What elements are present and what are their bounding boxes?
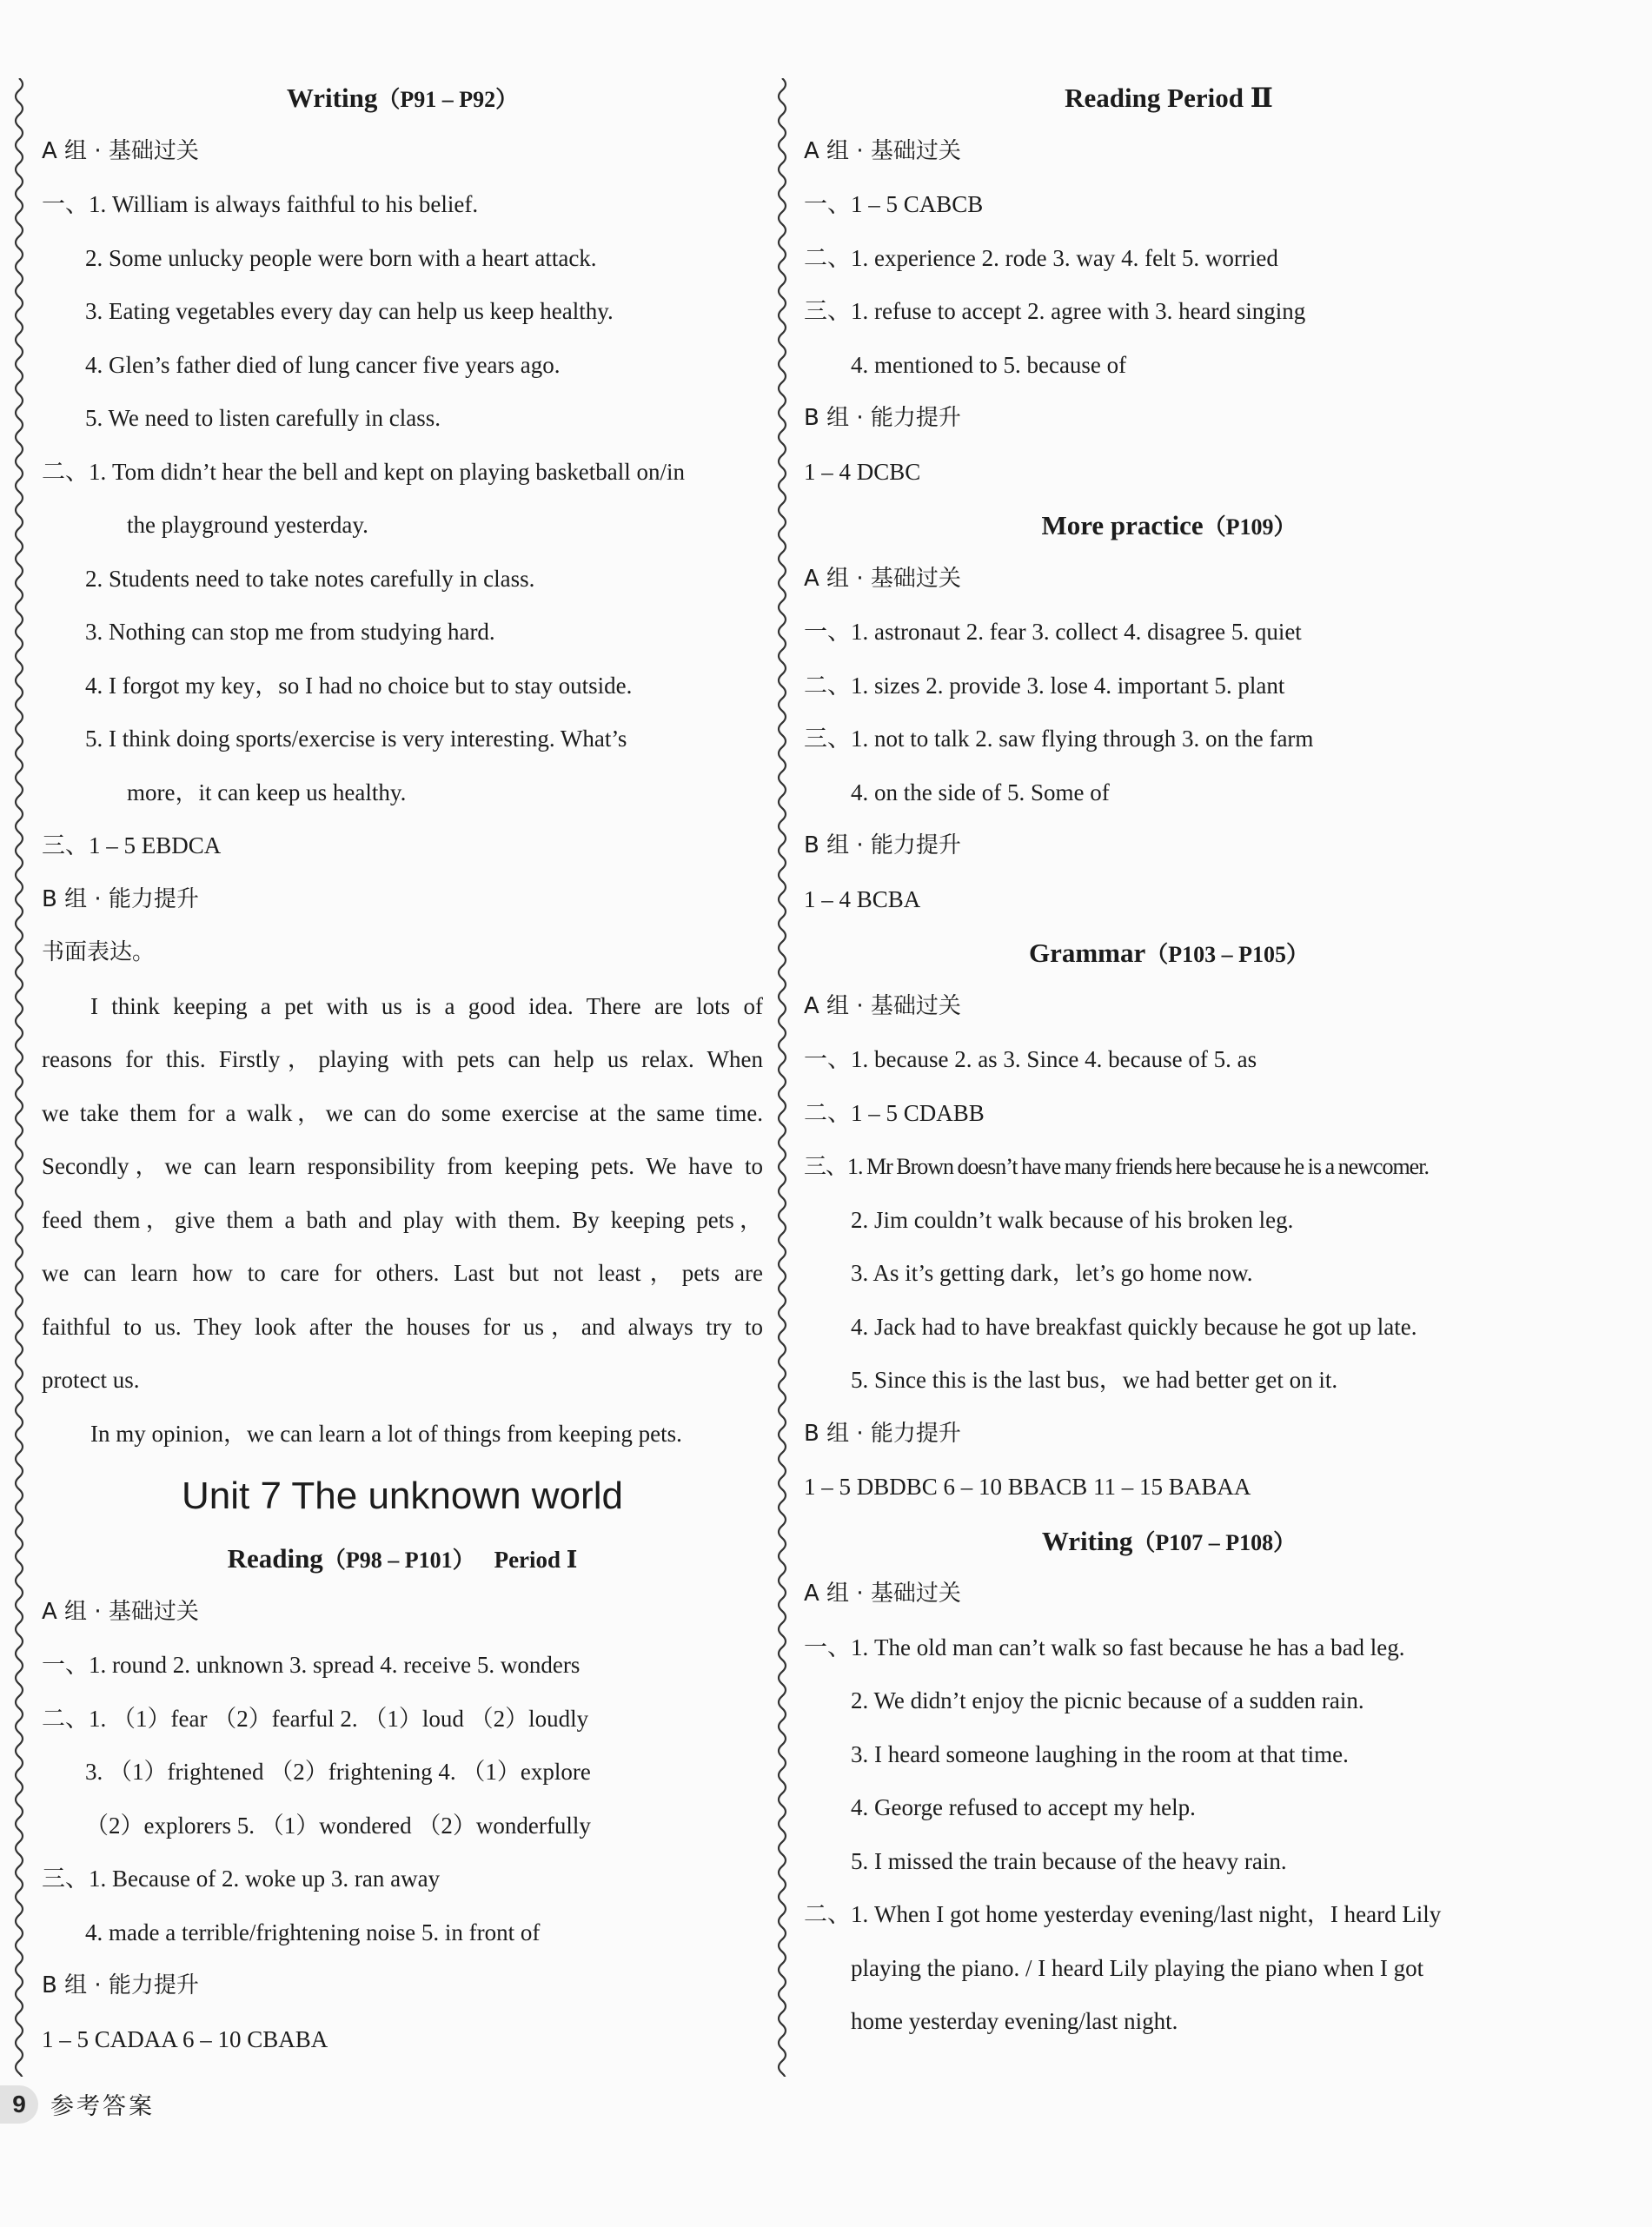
- section-heading-more-practice: More practice（P109）: [1041, 510, 1297, 540]
- section-heading-grammar: Grammar（P103 – P105）: [1028, 938, 1310, 968]
- answer-line: 1 – 4 BCBA: [804, 885, 921, 912]
- group-a-label: A 组 · 基础过关: [42, 137, 199, 164]
- essay-line: Secondly，we can learn responsibility from keeping pets. We have to: [42, 1153, 763, 1179]
- answer-line: 2. We didn’t enjoy the picnic because of a sudden rain.: [851, 1687, 1364, 1713]
- essay-line: I think keeping a pet with us is a good idea. There are lots of: [90, 992, 763, 1019]
- essay-line: In my opinion，we can learn a lot of things from keeping pets.: [90, 1420, 682, 1447]
- answer-line: 4. George refused to accept my help.: [851, 1794, 1196, 1820]
- section-heading-reading-period-2: Reading Period Ⅱ: [1065, 83, 1273, 113]
- center-wavy-divider: [772, 78, 793, 2077]
- answer-line: 5. I missed the train because of the heavy rain.: [851, 1847, 1287, 1874]
- group-b-label: B 组 · 能力提升: [804, 1420, 961, 1447]
- answer-line: more，it can keep us healthy.: [127, 779, 407, 805]
- period-label: Period Ⅰ: [494, 1547, 578, 1573]
- answer-line: 一、1 – 5 CABCB: [804, 191, 984, 217]
- answer-line: 三、1. not to talk 2. saw flying through 3. on the farm: [804, 726, 1314, 752]
- answer-line: 1 – 5 CADAA 6 – 10 CBABA: [42, 2025, 328, 2052]
- answer-line: 一、1. because 2. as 3. Since 4. because of 5. as: [804, 1046, 1257, 1072]
- answer-line: 三、1. refuse to accept 2. agree with 3. heard singing: [804, 298, 1306, 324]
- section-heading-writing-2: Writing（P107 – P108）: [1041, 1525, 1297, 1556]
- group-a-label: A 组 · 基础过关: [804, 137, 961, 164]
- answer-line: 一、1. round 2. unknown 3. spread 4. receive 5. wonders: [42, 1652, 581, 1678]
- page-number: 9: [0, 2085, 38, 2124]
- essay-line: reasons for this. Firstly，playing with pets can help us relax. When: [42, 1046, 763, 1072]
- answer-line: 二、1. （1）fear （2）fearful 2. （1）loud （2）loudly: [42, 1705, 589, 1732]
- group-b-label: B 组 · 能力提升: [804, 405, 961, 431]
- answer-line: 二、1. When I got home yesterday evening/last night，I heard Lily: [804, 1901, 1442, 1927]
- answer-line: home yesterday evening/last night.: [851, 2008, 1178, 2034]
- answer-line: 1 – 5 DBDBC 6 – 10 BBACB 11 – 15 BABAA: [804, 1474, 1251, 1500]
- group-a-label: A 组 · 基础过关: [804, 1581, 961, 1607]
- right-column: [804, 71, 1534, 2049]
- answer-line: 1 – 4 DCBC: [804, 458, 921, 485]
- group-b-label: B 组 · 能力提升: [42, 885, 199, 912]
- answer-line: 三、1. Mr Brown doesn’t have many friends here because he is a newcomer.: [804, 1154, 1429, 1179]
- essay-line: we take them for a walk，we can do some exercise at the same time.: [42, 1099, 763, 1126]
- answer-line: 二、1. Tom didn’t hear the bell and kept on playing basketball on/in: [42, 458, 685, 485]
- answer-line: playing the piano. / I heard Lily playing the piano when I got: [851, 1954, 1424, 1981]
- essay-line: protect us.: [42, 1367, 140, 1393]
- group-b-label: B 组 · 能力提升: [804, 832, 961, 858]
- answer-line: 2. Some unlucky people were born with a heart attack.: [85, 244, 597, 271]
- essay-label: 书面表达。: [42, 939, 156, 965]
- group-b-label: B 组 · 能力提升: [42, 1972, 199, 1998]
- page-range: （P91 – P92）: [377, 87, 519, 112]
- essay-line: feed them，give them a bath and play with them. By keeping pets，: [42, 1206, 763, 1233]
- answer-line: 2. Students need to take notes carefully in class.: [85, 565, 535, 592]
- answer-line: （2）explorers 5. （1）wondered （2）wonderfully: [85, 1812, 591, 1839]
- answer-line: 4. on the side of 5. Some of: [851, 779, 1110, 805]
- answer-line: 3. Eating vegetables every day can help us keep healthy.: [85, 298, 614, 324]
- answer-line: 4. Jack had to have breakfast quickly because he got up late.: [851, 1313, 1417, 1340]
- footer-label: 参考答案: [50, 2093, 155, 2120]
- answer-line: 4. Glen’s father died of lung cancer five years ago.: [85, 351, 561, 378]
- answer-line: the playground yesterday.: [127, 512, 368, 538]
- answer-line: 4. made a terrible/frightening noise 5. in front of: [85, 1919, 541, 1945]
- left-column: [42, 71, 763, 2066]
- answer-line: 三、1 – 5 EBDCA: [42, 832, 222, 858]
- group-a-label: A 组 · 基础过关: [42, 1598, 199, 1625]
- group-a-label: A 组 · 基础过关: [804, 565, 961, 592]
- answer-line: 二、1. experience 2. rode 3. way 4. felt 5. worried: [804, 244, 1278, 271]
- answer-line: 3. （1）frightened （2）frightening 4. （1）explore: [85, 1759, 591, 1785]
- answer-line: 2. Jim couldn’t walk because of his broken leg.: [851, 1206, 1294, 1233]
- page-range: （P98 – P101）: [322, 1548, 475, 1573]
- answer-line: 一、1. William is always faithful to his belief.: [42, 191, 479, 217]
- answer-line: 4. mentioned to 5. because of: [851, 351, 1127, 378]
- section-heading-reading: Reading（P98 – P101） Period Ⅰ: [227, 1543, 578, 1574]
- essay-line: faithful to us. They look after the houses for us，and always try to: [42, 1313, 763, 1340]
- answer-line: 5. We need to listen carefully in class.: [85, 405, 441, 431]
- page-range: （P109）: [1203, 514, 1297, 540]
- answer-line: 4. I forgot my key，so I had no choice but to stay outside.: [85, 672, 633, 699]
- answer-line: 3. As it’s getting dark，let’s go home now.: [851, 1260, 1253, 1286]
- answer-line: 5. I think doing sports/exercise is very interesting. What’s: [85, 726, 627, 752]
- section-heading-writing: Writing（P91 – P92）: [286, 83, 519, 113]
- page-range: （P103 – P105）: [1145, 942, 1310, 967]
- answer-line: 3. Nothing can stop me from studying hard.: [85, 619, 495, 645]
- unit-title: Unit 7 The unknown world: [182, 1475, 623, 1517]
- answer-line: 二、1 – 5 CDABB: [804, 1099, 985, 1126]
- answer-line: 一、1. The old man can’t walk so fast because he has a bad leg.: [804, 1634, 1405, 1660]
- group-a-label: A 组 · 基础过关: [804, 992, 961, 1019]
- answer-line: 一、1. astronaut 2. fear 3. collect 4. disagree 5. quiet: [804, 619, 1302, 645]
- left-wavy-border: [9, 78, 30, 2077]
- answer-line: 3. I heard someone laughing in the room at that time.: [851, 1740, 1349, 1767]
- page-range: （P107 – P108）: [1132, 1529, 1297, 1555]
- essay-line: we can learn how to care for others. Last but not least，pets are: [42, 1260, 763, 1286]
- answer-line: 三、1. Because of 2. woke up 3. ran away: [42, 1866, 441, 1892]
- answer-line: 5. Since this is the last bus，we had better get on it.: [851, 1367, 1338, 1393]
- answer-line: 二、1. sizes 2. provide 3. lose 4. important 5. plant: [804, 672, 1285, 699]
